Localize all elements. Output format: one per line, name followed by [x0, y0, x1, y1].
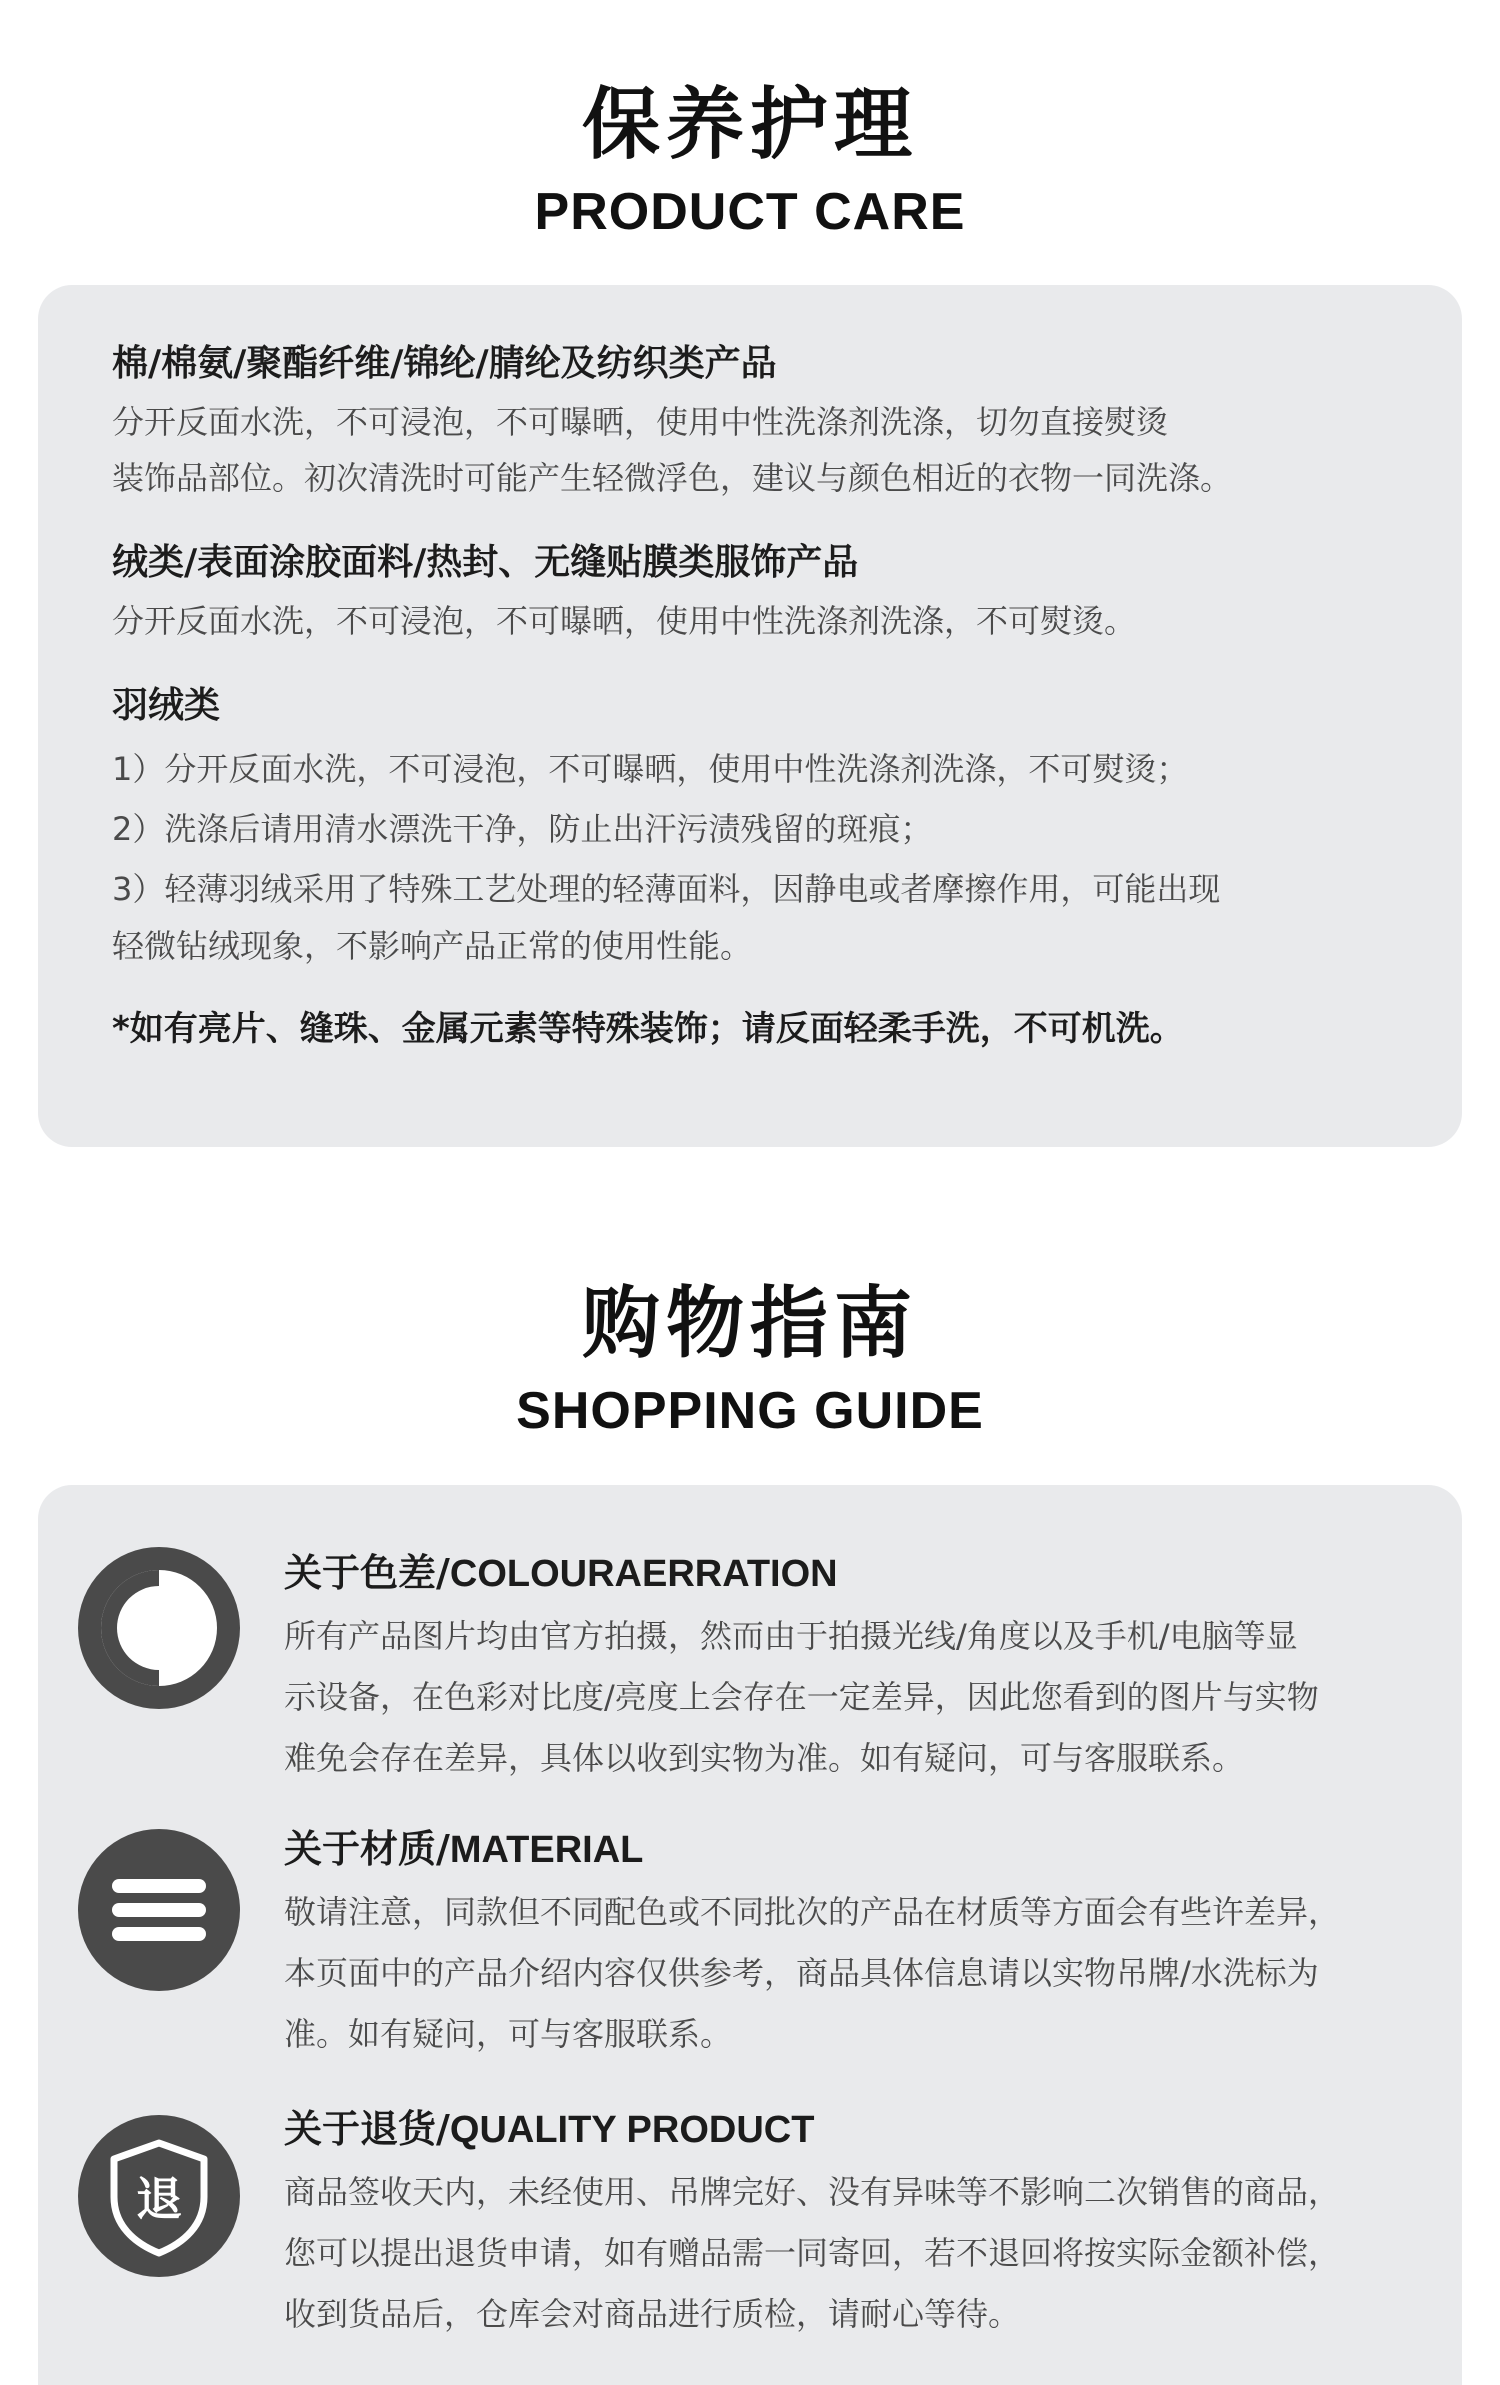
guide-line: 收到货品后，仓库会对商品进行质检，请耐心等待。 — [284, 2294, 1021, 2333]
care-line: 轻微钻绒现象，不影响产品正常的使用性能。 — [112, 927, 753, 966]
care-block-title: 羽绒类 — [112, 684, 221, 726]
guide-item-body — [284, 1827, 1434, 2065]
guide-card — [38, 1485, 1462, 2385]
guide-line: 所有产品图片均由官方拍摄，然而由于拍摄光线/角度以及手机/电脑等显 — [284, 1616, 1298, 1655]
care-line: 装饰品部位。初次清洗时可能产生轻微浮色，建议与颜色相近的衣物一同洗涤。 — [112, 458, 1233, 497]
guide-line: 商品签收天内，未经使用、吊牌完好、没有异味等不影响二次销售的商品， — [284, 2172, 1341, 2211]
care-block-down — [112, 683, 1402, 974]
guide-item-body — [284, 1551, 1434, 1789]
guide-line: 准。如有疑问，可与客服联系。 — [284, 2014, 733, 2053]
care-line: 分开反面水洗，不可浸泡，不可曝晒，使用中性洗涤剂洗涤，不可熨烫。 — [112, 601, 1137, 640]
guide-item-text — [284, 2162, 1434, 2345]
guide-title-en: QUALITY PRODUCT — [449, 2109, 815, 2151]
care-block-cotton — [112, 341, 1402, 506]
guide-line: 您可以提出退货申请，如有赠品需一同寄回，若不退回将按实际金额补偿， — [284, 2233, 1341, 2272]
guide-line: 难免会存在差异，具体以收到实物为准。如有疑问，可与客服联系。 — [284, 1738, 1245, 1777]
guide-item-title — [284, 2107, 1434, 2154]
guide-line: 敬请注意，同款但不同配色或不同批次的产品在材质等方面会有些许差异， — [284, 1892, 1341, 1931]
care-title-zh: 保养护理 — [581, 80, 918, 170]
menu-icon — [78, 1829, 240, 1991]
guide-item-title — [284, 1551, 1434, 1598]
care-block-title: 绒类/表面涂胶面料/热封、无缝贴膜类服饰产品 — [112, 541, 859, 583]
care-line: 分开反面水洗，不可浸泡，不可曝晒，使用中性洗涤剂洗涤，切勿直接熨烫 — [112, 402, 1169, 441]
care-block-title: 棉/棉氨/聚酯纤维/锦纶/腈纶及纺织类产品 — [112, 343, 777, 384]
guide-title-en: COLOURAERRATION — [449, 1553, 838, 1595]
care-line: 3）轻薄羽绒采用了特殊工艺处理的轻薄面料，因静电或者摩擦作用，可能出现 — [112, 870, 1221, 909]
guide-title-zh: 关于色差/ — [284, 1551, 450, 1595]
guide-item-title — [284, 1827, 1434, 1874]
guide-item-text — [284, 1606, 1434, 1789]
guide-title-en: MATERIAL — [449, 1829, 644, 1871]
care-card — [38, 285, 1462, 1147]
care-note: *如有亮片、缝珠、金属元素等特殊装饰；请反面轻柔手洗，不可机洗。 — [112, 1009, 1184, 1050]
guide-section-header — [0, 1279, 1500, 1440]
guide-line: 示设备，在色彩对比度/亮度上会存在一定差异，因此您看到的图片与实物 — [284, 1677, 1319, 1716]
return-shield-icon — [78, 2115, 240, 2277]
guide-item-text — [284, 1882, 1434, 2065]
care-block-coated — [112, 540, 1402, 649]
care-line: 1）分开反面水洗，不可浸泡，不可曝晒，使用中性洗涤剂洗涤，不可熨烫； — [112, 750, 1189, 789]
care-content — [112, 341, 1402, 1050]
care-line: 2）洗涤后请用清水漂洗干净，防止出汗污渍残留的斑痕； — [112, 810, 933, 849]
guide-line: 本页面中的产品介绍内容仅供参考，商品具体信息请以实物吊牌/水洗标为 — [284, 1953, 1319, 1992]
guide-title-zh: 购物指南 — [581, 1279, 918, 1369]
guide-title-zh: 关于材质/ — [284, 1827, 450, 1871]
contrast-icon — [78, 1547, 240, 1709]
guide-item-body — [284, 2107, 1434, 2345]
care-section-header — [0, 80, 1500, 241]
care-title-en: PRODUCT CARE — [534, 183, 966, 241]
guide-title-en: SHOPPING GUIDE — [516, 1382, 984, 1440]
guide-title-zh: 关于退货/ — [284, 2107, 450, 2151]
return-icon-text: 退 — [136, 2172, 182, 2226]
